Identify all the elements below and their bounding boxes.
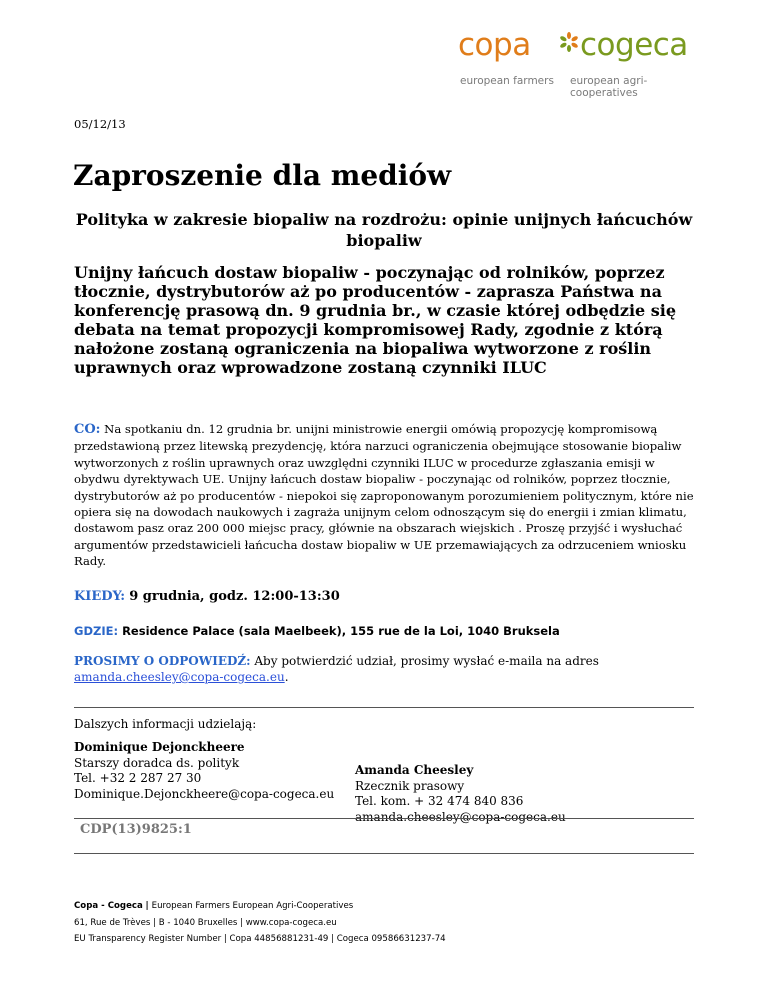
kiedy-value: 9 grudnia, godz. 12:00-13:30 (129, 589, 340, 604)
document-date: 05/12/13 (74, 117, 126, 131)
divider-top (74, 707, 694, 708)
footer-tagline: European Farmers European Agri-Cooperatives (151, 901, 354, 911)
footer: Copa - Cogeca | European Farmers European Agri-Cooperatives 61, Rue de Trèves | B - 1040 Bruxelles | www.copa-cogeca.eu EU Transparency Register Number | Copa 44856881231-49 | Cogeca 09586631237-74 (74, 898, 446, 948)
kiedy-label: KIEDY: (74, 589, 126, 604)
footer-address: 61, Rue de Trèves | B - 1040 Bruxelles | www.copa-cogeca.eu (74, 917, 337, 928)
contact-email: Dominique.Dejonckheere@copa-cogeca.eu (74, 786, 335, 801)
contact-phone: Tel. +32 2 287 27 30 (74, 771, 202, 785)
co-label: CO: (74, 422, 101, 437)
page-title: Zaproszenie dla mediów (73, 159, 452, 192)
contact-name: Amanda Cheesley (355, 763, 474, 777)
gdzie-value: Residence Palace (sala Maelbeek), 155 rue de la Loi, 1040 Bruksela (122, 624, 560, 638)
gdzie-section (74, 624, 560, 638)
contact-phone: Tel. kom. + 32 474 840 836 (355, 794, 524, 808)
contacts-title: Dalszych informacji udzielają: (74, 717, 257, 731)
contact-dejonckheere (74, 740, 334, 802)
gdzie-label: GDZIE: (74, 624, 119, 638)
footer-register: EU Transparency Register Number | Copa 44856881231-49 | Cogeca 09586631237-74 (74, 934, 446, 944)
footer-org: Copa - Cogeca (74, 901, 143, 911)
co-text: Na spotkaniu dn. 12 grudnia br. unijni ministrowie energii omówią propozycję kompromisową przedstawioną przez litewską prezydencję, która narzuci ograniczenia obejmujące stosowanie biopaliw wytworzonych z roślin uprawnych oraz uwzględni czynniki ILUC w procedurze zgłaszania emisji w obydwu dyrektywach UE. Unijny łańcuch dostaw biopaliw - poczynając od rolników, poprzez tłocznie, dystrybutorów aż po producentów - niepokoi się zaproponowanym porozumieniem politycznym, które nie opiera się na dowodach naukowych i zagraża unijnym celom odnoszącym się do energii i zmian klimatu, dostawom pasz oraz 200 000 miejsc pracy, głównie na obszarach wiejskich . Proszę przyjść i wysłuchać argumentów przedstawicieli łańcucha dostaw biopaliw w UE przemawiających za odrzuceniem wniosku Rady. (74, 422, 694, 569)
divider-middle (74, 818, 694, 819)
divider-bottom (74, 853, 694, 854)
logo-sub-cooperatives: european agri-cooperatives (570, 75, 648, 99)
prosimy-section: PROSIMY O ODPOWIEDŹ: Aby potwierdzić udział, prosimy wysłać e-maila na adres amanda.cheesley@copa-cogeca.eu. (74, 654, 599, 684)
prosimy-text: Aby potwierdzić udział, prosimy wysłać e-maila na adres (254, 654, 599, 668)
subtitle: Polityka w zakresie biopaliw na rozdrożu: opinie unijnych łańcuchów biopaliw (75, 210, 693, 250)
contact-role: Rzecznik prasowy (355, 778, 465, 793)
contact-email: amanda.cheesley@copa-cogeca.eu (355, 809, 566, 824)
rsvp-email-link[interactable]: amanda.cheesley@copa-cogeca.eu (74, 670, 285, 684)
lead-paragraph: Unijny łańcuch dostaw biopaliw - poczynając od rolników, poprzez tłocznie, dystrybutorów aż po producentów - zaprasza Państwa na konferencję prasową dn. 9 grudnia br., w czasie której odbędzie się debata na temat propozycji kompromisowej Rady, zgodnie z którą nałożone zostaną ograniczenia na biopaliwa wytworzone z roślin uprawnych oraz wprowadzone zostaną czynniki ILUC (74, 263, 677, 377)
co-section (74, 421, 694, 570)
contact-role: Starszy doradca ds. polityk (74, 755, 240, 770)
document-reference: CDP(13)9825:1 (80, 822, 192, 837)
contact-cheesley (355, 763, 566, 825)
star-flower-icon (559, 32, 579, 52)
kiedy-section (74, 589, 340, 604)
contact-name: Dominique Dejonckheere (74, 740, 245, 754)
logo-copa-word: copa (458, 27, 531, 63)
prosimy-label: PROSIMY O ODPOWIEDŹ: (74, 654, 251, 668)
copa-cogeca-logo (458, 27, 708, 99)
logo-sub-farmers: european farmers (460, 75, 554, 87)
logo-cogeca-word: cogeca (580, 27, 688, 63)
